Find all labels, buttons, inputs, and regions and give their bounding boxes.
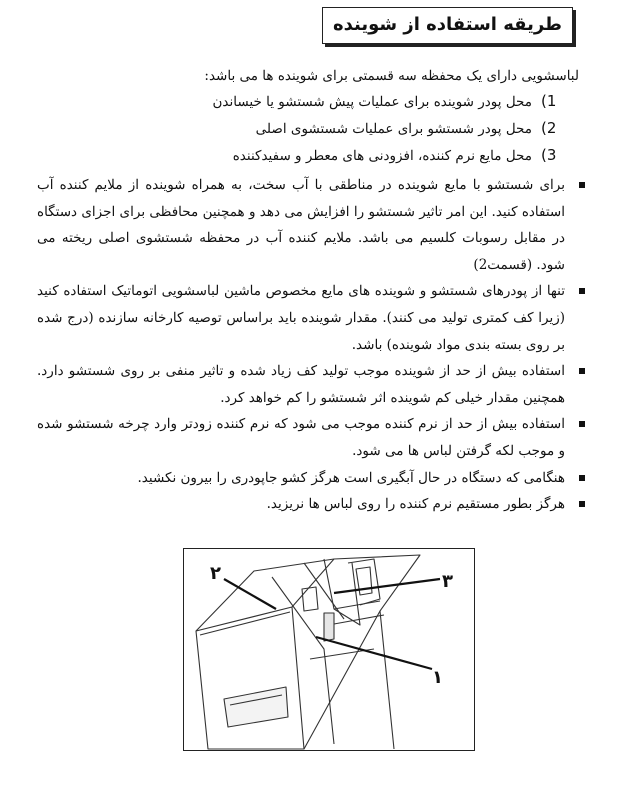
bullet-icon [579,501,585,507]
figure-label-2: ۲ [210,563,221,584]
title-box [322,7,573,44]
item-text: محل پودر شوینده برای عملیات پیش شستشو یا خیساندن [212,94,532,110]
item-number: 3) [541,146,557,164]
bullet-text: استفاده بیش از حد از شوینده موجب تولید کف زیاد شده و تاثیر منفی بر روی شستشو دارد. همچنین مقدار خیلی کم شوینده اثر شستشو را کم خواهد کرد. [37,363,565,406]
detergent-drawer-illustration [184,549,474,750]
bullet-icon [579,288,585,294]
bullet-item [37,358,585,411]
bullet-text: استفاده بیش از حد از نرم کننده موجب می شود که نرم کننده زودتر وارد چرخه شستشو شده و موجب لکه گرفتن لباس ها می شود. [37,416,565,459]
list-item [19,115,559,142]
item-number: 1) [541,92,557,110]
bullet-text: برای شستشو با مایع شوینده در مناطقی با آب سخت، به همراه شوینده از ملایم کننده آب استفاده کنید. این امر تاثیر شستشو را افزایش می دهد و همچنین محافظی برای اجزای دستگاه در مقابل رسوبات کلسیم می باشد. ملایم کننده آب در محفظه شستشوی اصلی ریخته می شود. (قسمت2) [37,177,565,273]
item-text: محل مایع نرم کننده، افزودنی های معطر و سفیدکننده [232,148,532,164]
compartment-list [19,88,579,169]
bullet-item [37,465,585,492]
bullet-list [37,172,585,518]
intro-text: لباسشویی دارای یک محفظه سه قسمتی برای شوینده ها می باشد: [204,68,579,84]
bullet-item [37,278,585,358]
list-item [19,142,559,169]
figure-label-3: ۳ [442,571,453,592]
bullet-item [37,172,585,278]
bullet-icon [579,421,585,427]
bullet-icon [579,368,585,374]
bullet-text: هنگامی که دستگاه در حال آبگیری است هرگز کشو جاپودری را بیرون نکشید. [137,469,565,486]
bullet-icon [579,182,585,188]
page-title: طریقه استفاده از شوینده [332,14,562,35]
bullet-item [37,411,585,464]
list-item [19,88,559,115]
bullet-text: هرگز بطور مستقیم نرم کننده را روی لباس ها نریزید. [266,496,565,513]
bullet-text: تنها از پودرهای شستشو و شوینده های مایع مخصوص ماشین لباسشویی اتوماتیک استفاده کنید (زیرا کف کمتری تولید می کنند). مقدار شوینده باید براساس توصیه کارخانه سازنده (درج شده بر روی بسته بندی مواد شوینده) باشد. [37,283,565,353]
figure-label-1: ۱ [432,667,443,688]
bullet-item [37,491,585,518]
bullet-icon [579,475,585,481]
item-number: 2) [541,119,557,137]
item-text: محل پودر شستشو برای عملیات شستشوی اصلی [255,121,532,137]
intro-section [19,64,579,169]
detergent-drawer-figure [183,548,475,751]
